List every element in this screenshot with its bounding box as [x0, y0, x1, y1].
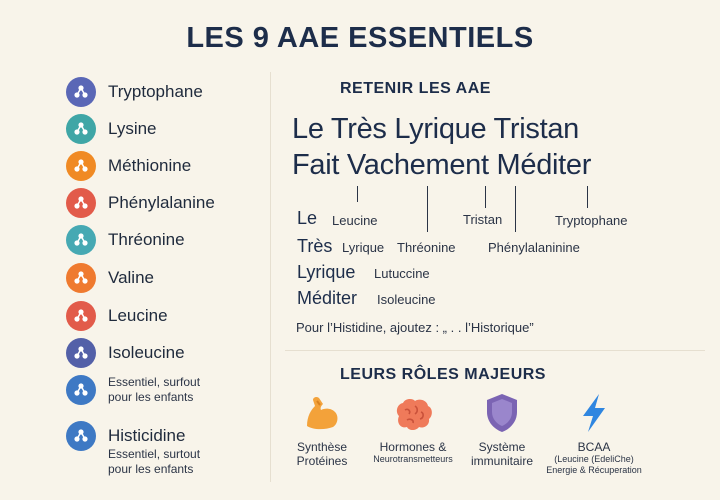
connector-line [587, 186, 588, 208]
role-label: Neurotransmetteurs [373, 454, 453, 464]
amino-acid-name: Phénylalanine [108, 193, 215, 212]
molecule-icon [66, 151, 96, 181]
mnemonic-section-title: RETENIR LES AAE [340, 80, 491, 97]
amino-acid-name: Tryptophane [108, 82, 203, 101]
brain-icon [361, 388, 465, 434]
molecule-icon [66, 188, 96, 218]
role-protein-synthesis [272, 388, 372, 468]
connector-line [357, 186, 358, 202]
label-lyrique: Lyrique [342, 240, 385, 255]
role-label: Système [478, 440, 526, 454]
shield-icon [452, 388, 552, 434]
list-item-essential-note [66, 375, 200, 405]
mnemonic-word-lyrique: Lyrique [297, 262, 356, 282]
mnemonic-line-2: Fait Vachement Méditer [292, 149, 592, 181]
molecule-icon [66, 263, 96, 293]
amino-acid-note: Essentiel, surtout [108, 447, 201, 461]
vertical-divider [270, 72, 271, 482]
list-item-tryptophane [66, 77, 203, 107]
label-tryptophane: Tryptophane [555, 213, 628, 228]
label-phenylalaninine: Phénylalaninine [488, 240, 580, 255]
label-lutuccine: Lutuccine [374, 266, 430, 281]
molecule-icon [66, 114, 96, 144]
role-label: Hormones & [379, 440, 447, 454]
role-label: (Leucine (EdeliChe) [554, 454, 634, 464]
histidine-note: Pour l’Histidine, ajoutez : „ . . l’Historique” [296, 320, 534, 335]
mnemonic-word-mediter: Méditer [297, 288, 358, 308]
mnemonic-word-tres: Très [297, 236, 333, 256]
amino-acid-note: pour les enfants [108, 390, 194, 404]
amino-acid-name: Lysine [108, 119, 157, 138]
amino-acid-name: Histicidine [108, 426, 186, 445]
list-item-histicidine [66, 421, 200, 477]
list-item-lysine [66, 114, 157, 144]
amino-acid-name: Méthionine [108, 156, 192, 175]
mnemonic-word-le: Le [297, 208, 318, 228]
roles-section-title: LEURS RÔLES MAJEURS [340, 366, 546, 383]
connector-line [427, 186, 428, 232]
role-label: BCAA [577, 440, 611, 454]
page-title: LES 9 AAE ESSENTIELS [186, 22, 534, 54]
list-item-methionine [66, 151, 191, 181]
amino-acid-name: Leucine [108, 306, 168, 325]
molecule-icon [66, 77, 96, 107]
list-item-threonine [66, 225, 185, 255]
connector-line [485, 186, 486, 208]
role-label: Energie & Récuperation [546, 465, 642, 475]
list-item-isoleucine [66, 338, 185, 368]
connector-line [515, 186, 516, 232]
list-item-phenylalanine [66, 188, 215, 218]
amino-acid-name: Thréonine [108, 230, 185, 249]
muscle-icon [272, 388, 372, 434]
label-isoleucine: Isoleucine [377, 292, 436, 307]
molecule-icon [66, 421, 96, 451]
role-bcaa [538, 388, 650, 476]
list-item-valine [66, 263, 154, 293]
molecule-icon [66, 338, 96, 368]
role-hormones [361, 388, 465, 465]
label-leucine: Leucine [332, 213, 378, 228]
horizontal-divider [285, 350, 705, 351]
molecule-icon [66, 375, 96, 405]
lightning-icon [538, 388, 650, 434]
label-tristan: Tristan [463, 212, 503, 227]
molecule-icon [66, 301, 96, 331]
role-label: immunitaire [470, 454, 533, 468]
label-threonine: Thréonine [397, 240, 456, 255]
role-immune-system [452, 388, 552, 468]
role-label: Synthèse [296, 440, 348, 454]
mnemonic-line-1: Le Très Lyrique Tristan [292, 113, 579, 145]
amino-acid-note: pour les enfants [108, 462, 194, 476]
amino-acid-name: Valine [108, 268, 154, 287]
list-item-leucine [66, 301, 168, 331]
amino-acid-note: Essentiel, surfout [108, 375, 201, 389]
molecule-icon [66, 225, 96, 255]
role-label: Protéines [296, 454, 348, 468]
amino-acid-name: Isoleucine [108, 343, 185, 362]
